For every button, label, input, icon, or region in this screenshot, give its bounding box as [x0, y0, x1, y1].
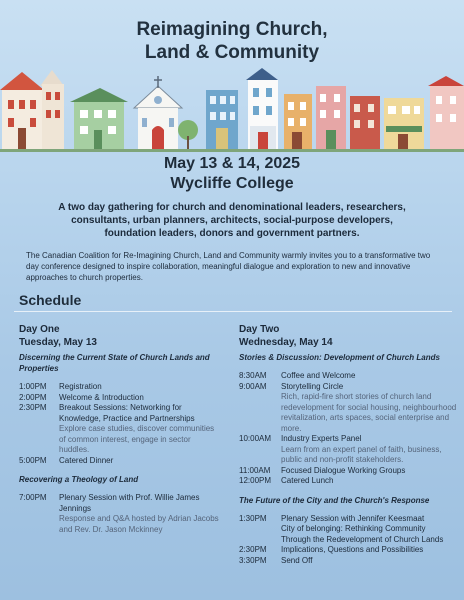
schedule-time: 11:00AM — [239, 465, 271, 475]
schedule-row — [19, 393, 221, 404]
schedule-time: 3:30PM — [239, 555, 267, 565]
schedule-item-detail: Rich, rapid-fire short stories of church land redevelopment for social housing, neighbourhood revitalization, arts spaces, social enterprise and more. — [281, 392, 457, 433]
schedule-row — [19, 456, 221, 467]
schedule-item — [281, 371, 457, 382]
schedule-item — [281, 514, 457, 525]
schedule-item-title: Send Off — [281, 555, 313, 565]
day-two-section-1: Stories & Discussion: Development of Church Lands — [239, 353, 440, 362]
day-one-items-1 — [19, 382, 221, 466]
schedule-row — [239, 434, 457, 466]
schedule-item — [281, 466, 457, 477]
schedule-item — [59, 393, 221, 404]
intro-paragraph: The Canadian Coalition for Re-Imagining Church, Land and Community warmly invites you to a transformative two day conference designed to inspire collaboration, meaningful dialogue and exploration to new and innovative approaches to church properties. — [26, 251, 431, 282]
schedule-item-title: Implications, Questions and Possibilities — [281, 545, 424, 554]
schedule-row — [239, 524, 457, 545]
schedule-time: 1:30PM — [239, 513, 267, 523]
schedule-item-title: Storytelling Circle — [281, 381, 344, 391]
schedule-item-title: Catered Dinner — [59, 455, 114, 465]
schedule-item-title: Coffee and Welcome — [281, 371, 356, 380]
schedule-item-title: Industry Experts Panel — [281, 434, 362, 443]
schedule-row — [19, 382, 221, 393]
schedule-time: 12:00PM — [239, 476, 272, 485]
schedule-item-title: Breakout Sessions: Networking for Knowledge, Practice and Partnerships — [59, 403, 195, 423]
schedule-divider — [14, 311, 452, 312]
schedule-row — [239, 514, 457, 525]
day-one-section-2: Recovering a Theology of Land — [19, 475, 139, 484]
schedule-time: 2:00PM — [19, 392, 47, 402]
schedule-item — [281, 545, 457, 556]
schedule-item-title: City of belonging: Rethinking Community Through the Redevelopment of Church Lands — [281, 524, 444, 544]
schedule-heading: Schedule — [19, 292, 82, 308]
schedule-time: 8:30AM — [239, 371, 267, 380]
schedule-row — [239, 545, 457, 556]
schedule-item-title: Plenary Session with Prof. Willie James Jennings — [59, 493, 200, 513]
schedule-row — [239, 466, 457, 477]
day-two-date: Wednesday, May 14 — [239, 337, 333, 348]
event-venue: Wycliffe College — [170, 175, 294, 192]
schedule-item — [281, 524, 457, 545]
day-one-date: Tuesday, May 13 — [19, 337, 97, 348]
schedule-item — [59, 456, 221, 467]
day-two-items-2 — [239, 514, 457, 567]
day-one-label: Day One — [19, 324, 60, 335]
schedule-item — [281, 382, 457, 435]
schedule-item-title: Registration — [59, 382, 102, 391]
schedule-time: 2:30PM — [19, 403, 47, 412]
schedule-item — [59, 493, 221, 535]
schedule-item — [281, 434, 457, 466]
schedule-item-title: Welcome & Introduction — [59, 392, 144, 402]
schedule-time: 7:00PM — [19, 493, 47, 502]
schedule-time: 1:00PM — [19, 382, 47, 391]
townscape-illustration — [0, 66, 464, 152]
schedule-item — [59, 403, 221, 456]
schedule-row — [239, 556, 457, 567]
schedule-item-title: Focused Dialogue Working Groups — [281, 465, 406, 475]
day-two-label: Day Two — [239, 324, 280, 335]
schedule-item-detail: Explore case studies, discover communities of common interest, engage in sector huddles. — [59, 424, 215, 454]
schedule-row — [239, 371, 457, 382]
schedule-item-detail: Response and Q&A hosted by Adrian Jacobs and Rev. Dr. Jason Mckinney — [59, 514, 219, 534]
day-two-section-2: The Future of the City and the Church's Response — [239, 495, 430, 505]
schedule-time — [239, 524, 281, 545]
page-title: Reimagining Church, Land & Community — [136, 19, 328, 63]
schedule-time: 10:00AM — [239, 434, 272, 443]
schedule-item-title: Catered Lunch — [281, 476, 334, 485]
schedule-row — [239, 476, 457, 487]
schedule-item-detail: Learn from an expert panel of faith, business, public and non-profit stakeholders. — [281, 444, 442, 464]
day-two-column — [239, 323, 457, 566]
day-one-items-2 — [19, 493, 221, 535]
schedule-item-title: Plenary Session with Jennifer Keesmaat — [281, 513, 425, 523]
schedule-time: 2:30PM — [239, 545, 267, 554]
schedule-row — [19, 403, 221, 456]
day-one-column — [19, 323, 221, 535]
schedule-row — [19, 493, 221, 535]
lead-paragraph: A two day gathering for church and denominational leaders, researchers, consultants, urban planners, architects, social-purpose developers, foundation leaders, donors and government partners. — [58, 202, 406, 239]
event-dates: May 13 & 14, 2025 — [163, 155, 301, 172]
schedule-time: 5:00PM — [19, 455, 47, 465]
event-dates-venue — [0, 154, 464, 194]
schedule-row — [239, 382, 457, 435]
schedule-item — [281, 476, 457, 487]
day-one-section-1: Discerning the Current State of Church Lands and Properties — [19, 353, 210, 373]
schedule-item — [59, 382, 221, 393]
day-two-items-1 — [239, 371, 457, 487]
schedule-time: 9:00AM — [239, 381, 267, 391]
schedule-item — [281, 556, 457, 567]
